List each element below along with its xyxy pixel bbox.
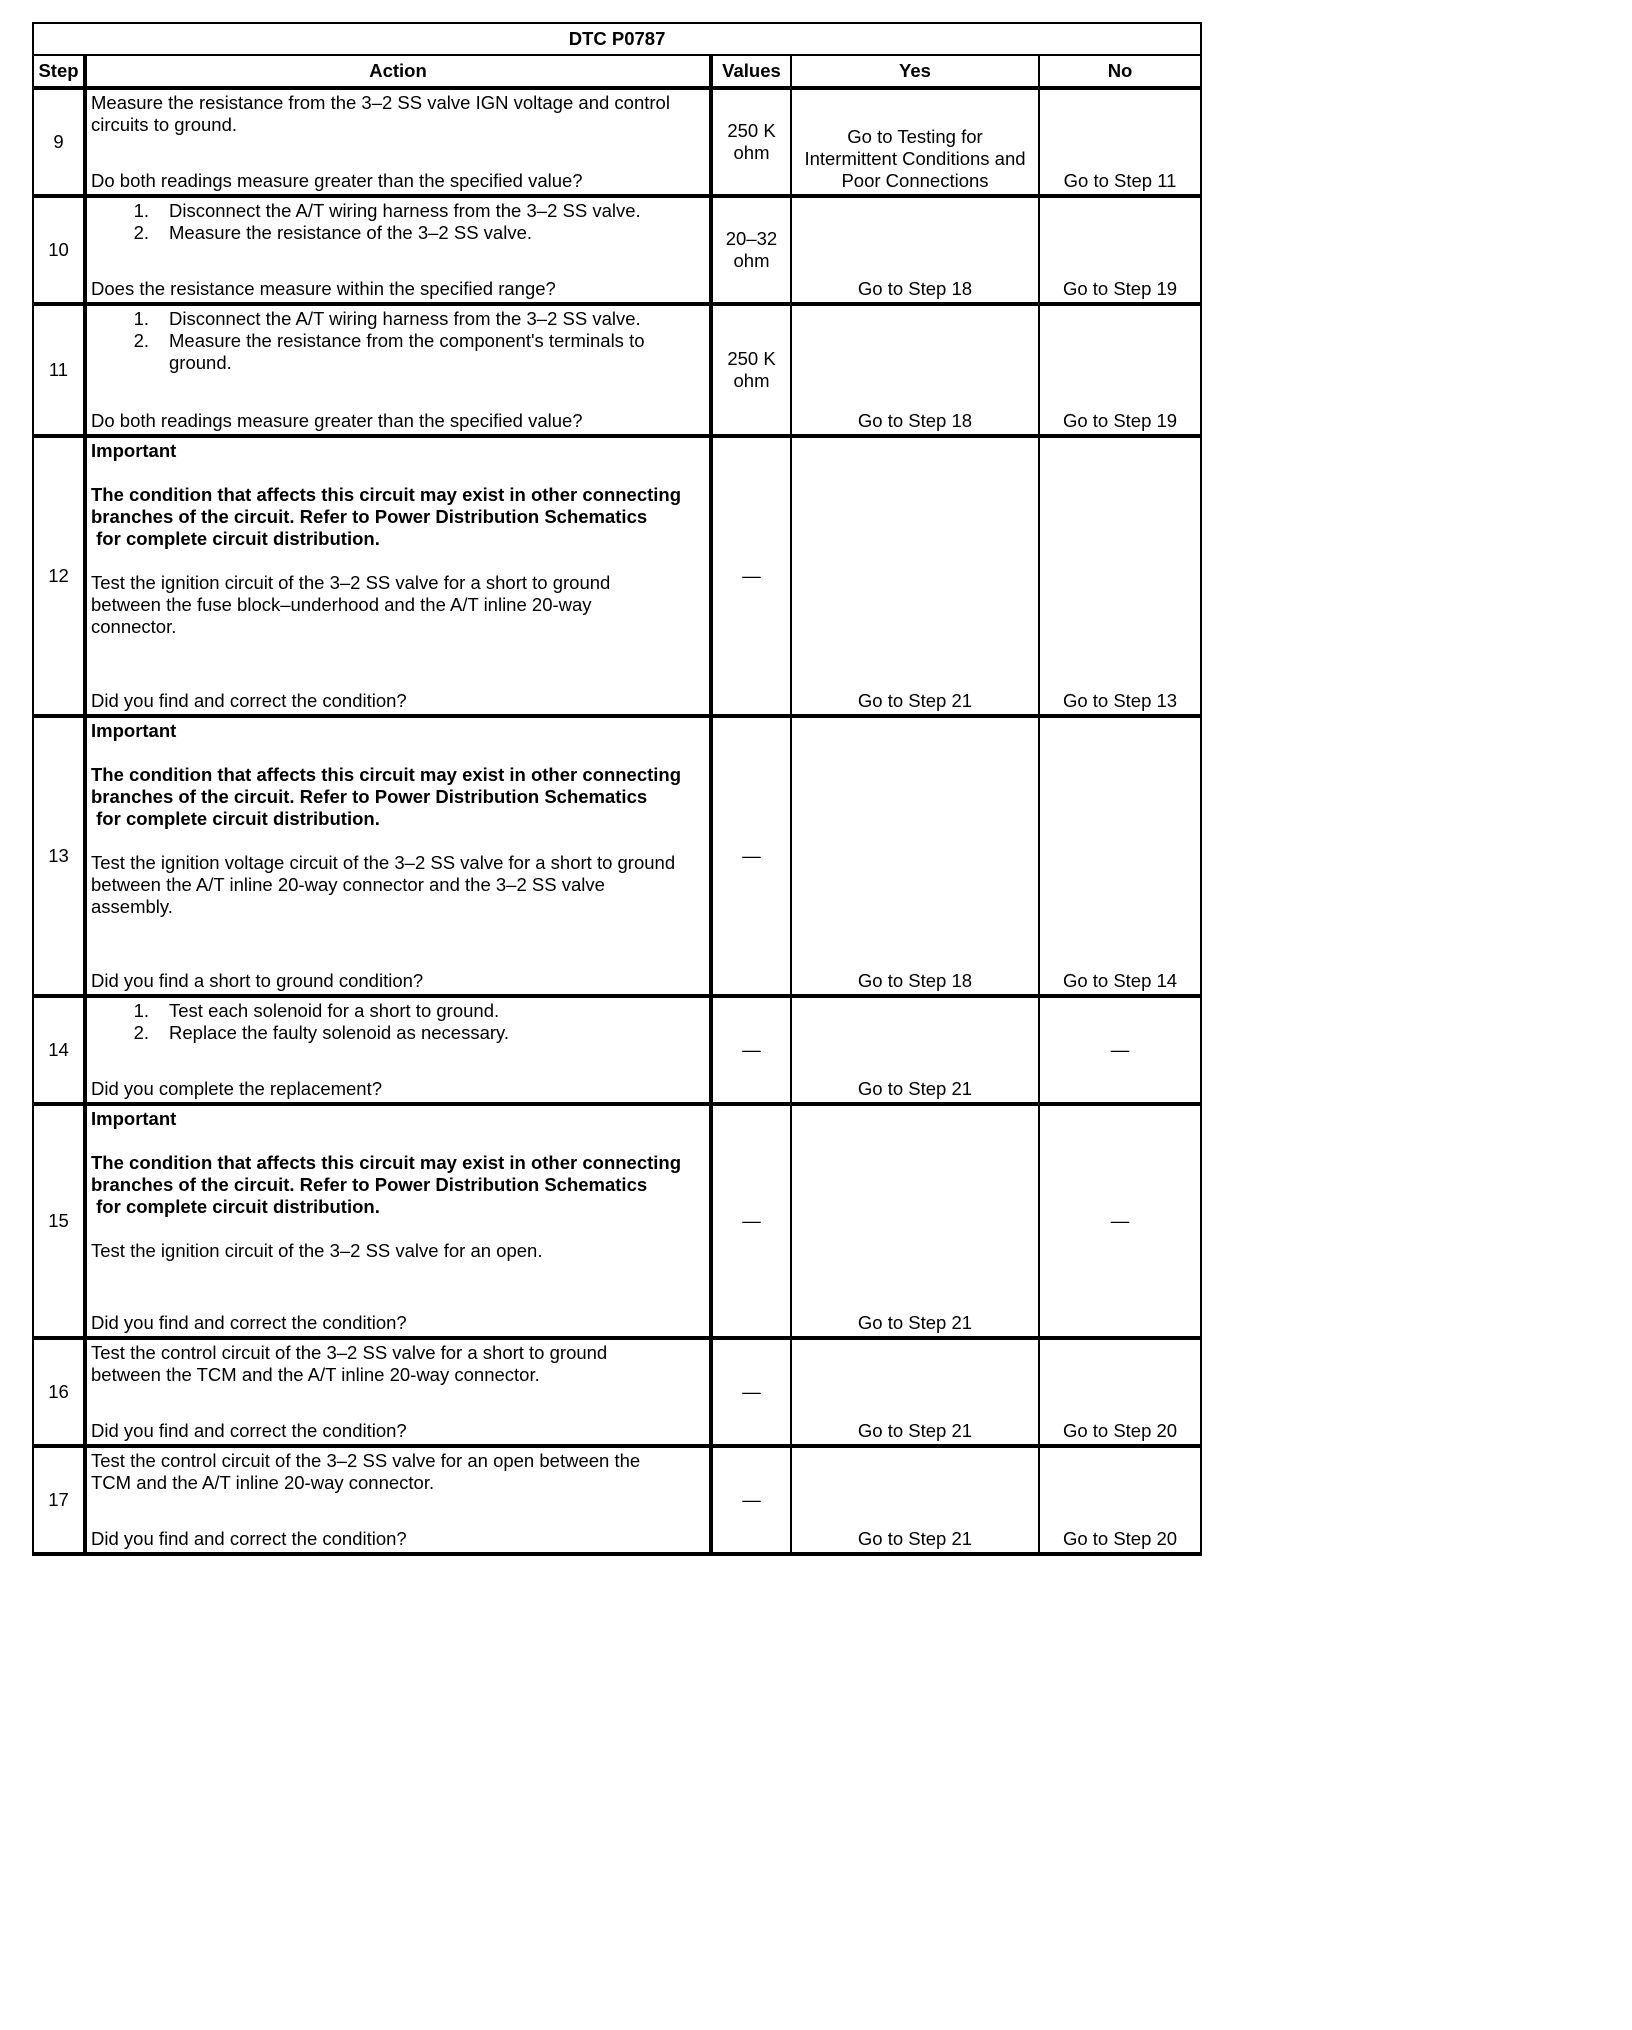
values-cell: — xyxy=(711,436,791,716)
action-question: Did you complete the replacement? xyxy=(91,1078,383,1099)
step-number: 13 xyxy=(33,716,85,996)
yes-cell: Go to Step 21 xyxy=(791,996,1039,1104)
action-question: Did you find and correct the condition? xyxy=(91,1528,407,1549)
table-row-step-16 xyxy=(33,1338,1201,1446)
table-row-step-12 xyxy=(33,436,1201,716)
list-item-text: Replace the faulty solenoid as necessary. xyxy=(169,1022,510,1043)
step-number: 16 xyxy=(33,1338,85,1446)
step-number: 14 xyxy=(33,996,85,1104)
action-question: Did you find a short to ground condition? xyxy=(91,970,424,991)
header-row xyxy=(33,55,1201,88)
header-values: Values xyxy=(711,55,791,88)
action-line: Test the ignition voltage circuit of the 3–2 SS valve for a short to ground xyxy=(91,852,676,873)
yes-cell: Go to Step 18 xyxy=(791,196,1039,304)
important-note-line: branches of the circuit. Refer to Power Distribution Schematics xyxy=(91,786,648,807)
no-cell: Go to Step 20 xyxy=(1039,1338,1201,1446)
important-label: Important xyxy=(91,1108,177,1129)
value-line: ohm xyxy=(733,250,770,271)
action-line: connector. xyxy=(91,616,177,637)
value-line: 20–32 xyxy=(725,228,778,249)
values-cell xyxy=(711,196,791,304)
action-question: Do both readings measure greater than the specified value? xyxy=(91,410,583,431)
list-item: 1. Test each solenoid for a short to ground. xyxy=(133,1000,500,1021)
list-item: 2. Measure the resistance of the 3–2 SS valve. xyxy=(133,222,533,243)
action-line: circuits to ground. xyxy=(91,114,238,135)
list-item-text: Measure the resistance of the 3–2 SS valve. xyxy=(169,222,533,243)
action-cell xyxy=(85,1338,711,1446)
action-line: Test the control circuit of the 3–2 SS valve for an open between the xyxy=(91,1450,641,1471)
important-label: Important xyxy=(91,440,177,461)
list-item: 1. Disconnect the A/T wiring harness from the 3–2 SS valve. xyxy=(133,308,641,329)
header-yes: Yes xyxy=(791,55,1039,88)
action-cell xyxy=(85,1446,711,1554)
action-line: Measure the resistance from the 3–2 SS valve IGN voltage and control xyxy=(91,92,670,113)
dtc-table xyxy=(32,22,1202,1556)
action-cell xyxy=(85,1104,711,1338)
value-line: 250 K xyxy=(727,348,776,369)
yes-cell: Go to Step 21 xyxy=(791,1338,1039,1446)
action-line: TCM and the A/T inline 20-way connector. xyxy=(91,1472,435,1493)
table-row-step-17 xyxy=(33,1446,1201,1554)
no-cell: Go to Step 20 xyxy=(1039,1446,1201,1554)
no-cell: Go to Step 11 xyxy=(1039,88,1201,196)
action-question: Does the resistance measure within the specified range? xyxy=(91,278,556,299)
action-steps-list xyxy=(91,1000,705,1044)
yes-line: Go to Testing for xyxy=(847,126,983,147)
action-line: Test the ignition circuit of the 3–2 SS valve for an open. xyxy=(91,1240,543,1261)
important-note-line: for complete circuit distribution. xyxy=(91,1196,380,1217)
yes-cell: Go to Step 21 xyxy=(791,1446,1039,1554)
action-question: Did you find and correct the condition? xyxy=(91,690,407,711)
table-row-step-11 xyxy=(33,304,1201,436)
yes-cell: Go to Step 21 xyxy=(791,436,1039,716)
value-line: ohm xyxy=(733,142,770,163)
important-note-line: branches of the circuit. Refer to Power Distribution Schematics xyxy=(91,1174,648,1195)
important-note-line: The condition that affects this circuit may exist in other connecting xyxy=(91,764,682,785)
list-item-text: Disconnect the A/T wiring harness from the 3–2 SS valve. xyxy=(169,308,641,329)
action-cell xyxy=(85,304,711,436)
values-cell xyxy=(711,304,791,436)
table-title-row xyxy=(33,23,1201,55)
table-row-step-10 xyxy=(33,196,1201,304)
important-note-line: branches of the circuit. Refer to Power Distribution Schematics xyxy=(91,506,648,527)
list-item: 2. Replace the faulty solenoid as necessary. xyxy=(133,1022,510,1043)
important-label: Important xyxy=(91,720,177,741)
step-number: 15 xyxy=(33,1104,85,1338)
action-line: Test the ignition circuit of the 3–2 SS valve for a short to ground xyxy=(91,572,611,593)
action-steps-list xyxy=(91,308,705,374)
value-line: ohm xyxy=(733,370,770,391)
important-note-line: for complete circuit distribution. xyxy=(91,808,380,829)
list-item-text: Disconnect the A/T wiring harness from the 3–2 SS valve. xyxy=(169,200,641,221)
action-line: between the A/T inline 20-way connector and the 3–2 SS valve xyxy=(91,874,605,895)
action-cell xyxy=(85,196,711,304)
yes-cell xyxy=(791,88,1039,196)
yes-cell: Go to Step 18 xyxy=(791,304,1039,436)
action-question: Do both readings measure greater than the specified value? xyxy=(91,170,583,191)
no-cell: Go to Step 14 xyxy=(1039,716,1201,996)
values-cell: — xyxy=(711,1338,791,1446)
no-cell: Go to Step 19 xyxy=(1039,196,1201,304)
step-number: 12 xyxy=(33,436,85,716)
value-line: 250 K xyxy=(727,120,776,141)
action-line: between the TCM and the A/T inline 20-way connector. xyxy=(91,1364,540,1385)
no-cell: Go to Step 19 xyxy=(1039,304,1201,436)
action-question: Did you find and correct the condition? xyxy=(91,1420,407,1441)
yes-cell: Go to Step 18 xyxy=(791,716,1039,996)
action-steps-list xyxy=(91,200,705,244)
table-row-step-9 xyxy=(33,88,1201,196)
step-number: 11 xyxy=(33,304,85,436)
header-step: Step xyxy=(33,55,85,88)
table-row-step-14 xyxy=(33,996,1201,1104)
values-cell xyxy=(711,88,791,196)
action-cell xyxy=(85,996,711,1104)
values-cell: — xyxy=(711,1446,791,1554)
values-cell: — xyxy=(711,1104,791,1338)
step-number: 17 xyxy=(33,1446,85,1554)
no-cell: Go to Step 13 xyxy=(1039,436,1201,716)
important-note-line: The condition that affects this circuit may exist in other connecting xyxy=(91,484,682,505)
action-line: assembly. xyxy=(91,896,173,917)
no-cell: — xyxy=(1039,1104,1201,1338)
table-title: DTC P0787 xyxy=(33,23,1201,55)
step-number: 10 xyxy=(33,196,85,304)
action-line: Test the control circuit of the 3–2 SS valve for a short to ground xyxy=(91,1342,608,1363)
table-row-step-15 xyxy=(33,1104,1201,1338)
action-cell xyxy=(85,436,711,716)
action-cell xyxy=(85,716,711,996)
header-no: No xyxy=(1039,55,1201,88)
list-item: 1. Disconnect the A/T wiring harness from the 3–2 SS valve. xyxy=(133,200,641,221)
important-note-line: for complete circuit distribution. xyxy=(91,528,380,549)
action-question: Did you find and correct the condition? xyxy=(91,1312,407,1333)
important-note-line: The condition that affects this circuit may exist in other connecting xyxy=(91,1152,682,1173)
table-row-step-13 xyxy=(33,716,1201,996)
yes-line: Intermittent Conditions and xyxy=(804,148,1026,169)
no-cell: — xyxy=(1039,996,1201,1104)
list-item: 2. Measure the resistance from the component's terminals to ground. xyxy=(133,330,645,373)
action-cell xyxy=(85,88,711,196)
action-line: between the fuse block–underhood and the A/T inline 20-way xyxy=(91,594,592,615)
yes-line: Poor Connections xyxy=(841,170,989,191)
list-item-text: Measure the resistance from the component's terminals to ground. xyxy=(169,330,645,373)
header-action: Action xyxy=(85,55,711,88)
step-number: 9 xyxy=(33,88,85,196)
values-cell: — xyxy=(711,996,791,1104)
values-cell: — xyxy=(711,716,791,996)
yes-cell: Go to Step 21 xyxy=(791,1104,1039,1338)
list-item-text: Test each solenoid for a short to ground. xyxy=(169,1000,500,1021)
